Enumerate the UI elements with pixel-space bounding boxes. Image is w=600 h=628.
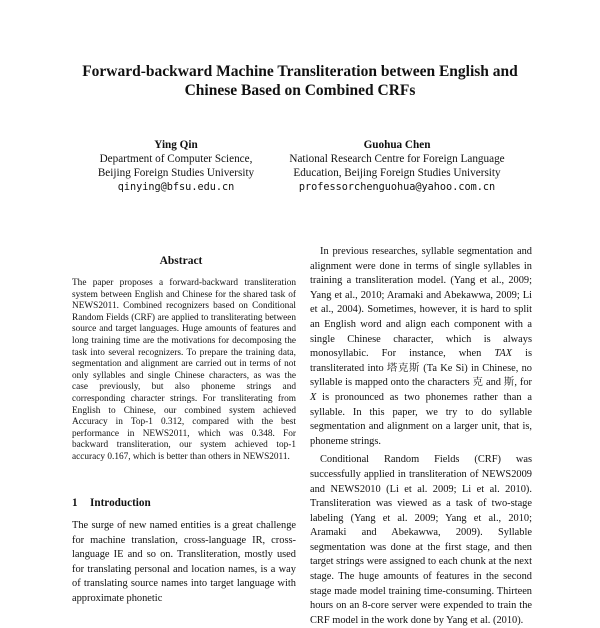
section-title: Introduction [90, 497, 151, 509]
author-email: qinying@bfsu.edu.cn [117, 182, 235, 193]
abstract-text: The paper proposes a forward-backward transliteration system between English and Chinese for the shared task of NEWS2011. Combined recognizers based on Conditional Random Fields (CRF) are applied to transliterating between source and target languages. Huge amounts of features and long training time are the motivations for decomposing the task into several recognizers. To prepare the training data, segmentation and alignment are carried out in terms of not only syllables and single Chinese characters, as was the case previously, but also phoneme strings and corresponding character strings. For transliterating from English to Chinese, our combined system achieved Accuracy in Top-1 0.312, compared with the best performance in NEWS2011, which was 0.348. For backward transliteration, our system achieved top-1 accuracy 0.167, which is better than others in NEWS2011. [72, 278, 296, 462]
author-affiliation-line-1: Department of Computer Science, [99, 153, 253, 165]
section-heading [72, 497, 151, 509]
paragraph-crf: Conditional Random Fields (CRF) was successfully applied in transliteration of NEWS2009 and NEWS2010 (Li et al. 2009; Li et al. 2010). Transliteration was viewed as a task of two-stage labeling (Yang et al. 2009; Yang et al., 2010; Aramaki and Abekawwa, 2009). Syllable segmentation was done at the first stage, and then target strings were assigned to each chunk at the next stage. The huge amounts of features in the second stage made model training time-consuming. Thirteen hours on an 8-core server were expended to train the CRF model in the work done by Yang et al. (2010). [310, 454, 532, 626]
author-name: Ying Qin [154, 139, 198, 151]
author-affiliation-line-2: Beijing Foreign Studies University [97, 167, 255, 179]
paragraph-text: is pronounced as two phonemes rather than a syllable. In this paper, we try to do syllable segmentation and alignment on a larger unit, that is, phoneme strings. [310, 391, 532, 447]
author-email: professorchenguohua@yahoo.com.cn [298, 182, 496, 193]
abstract-heading: Abstract [159, 255, 203, 267]
introduction-text: The surge of new named entities is a great challenge for machine translation, cross-language IR, cross-language IE and so on. Transliteration, mostly used for translating personal and location names, is a way of translating source names into target language with approximate phonetic [72, 520, 296, 604]
title-line-2: Chinese Based on Combined CRFs [184, 82, 416, 99]
paragraph-text: In previous researches, syllable segmentation and alignment were done in terms of single syllables in training a transliteration model. (Yang et al., 2009; Yang et al., 2010; Aramaki and Abekawwa, 2009; Li et al., 2004). Sometimes, however, it is hard to split an English word and align each component with a single Chinese character, which is always monosyllabic. For instance, when [310, 246, 532, 360]
author-affiliation-line-1: National Research Centre for Foreign Language [289, 153, 505, 165]
section-number: 1 [72, 497, 78, 509]
example-letter: X [310, 391, 317, 403]
author-name: Guohua Chen [363, 139, 431, 151]
title-line-1: Forward-backward Machine Transliteration between English and [82, 63, 518, 80]
author-block-2 [272, 138, 522, 195]
paragraph-text: is transliterated into 塔克斯 (Ta Ke Si) in Chinese, no syllable is mapped onto the characters 克 and 斯, for [310, 348, 533, 389]
paragraph-syllable-segmentation [310, 245, 532, 449]
author-block-1 [83, 138, 269, 195]
author-affiliation-line-2: Education, Beijing Foreign Studies University [293, 167, 501, 179]
paper-title [40, 62, 560, 100]
example-word: TAX [494, 348, 513, 360]
right-column [310, 245, 532, 628]
